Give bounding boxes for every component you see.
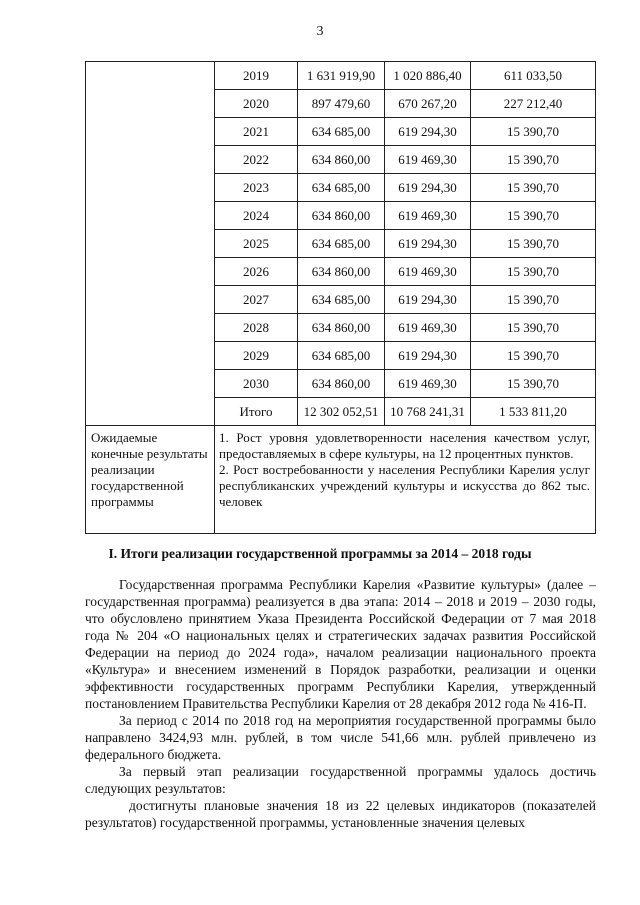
results-text [215,426,596,534]
total-cell: 897 479,60 [298,90,385,118]
total-cell: 634 860,00 [298,258,385,286]
federal-cell: 1 533 811,20 [471,398,596,426]
regional-cell: 619 294,30 [385,174,471,202]
paragraph: За период с 2014 по 2018 год на мероприятия государственной программы было направлено 3424,93 млн. рублей, в том числе 541,66 млн. рублей привлечено из федерального бюджета. [85,713,596,762]
regional-cell: 619 469,30 [385,202,471,230]
year-cell: 2027 [215,286,298,314]
section-heading: I. Итоги реализации государственной программы за 2014 – 2018 годы [108,546,532,561]
regional-cell: 619 469,30 [385,258,471,286]
federal-cell: 15 390,70 [471,342,596,370]
body-text [85,576,596,831]
total-cell: 634 685,00 [298,174,385,202]
regional-cell: 619 469,30 [385,314,471,342]
year-cell: 2029 [215,342,298,370]
regional-cell: 670 267,20 [385,90,471,118]
year-cell: 2028 [215,314,298,342]
year-cell: 2024 [215,202,298,230]
year-cell: 2019 [215,62,298,90]
federal-cell: 227 212,40 [471,90,596,118]
financing-table [85,61,596,534]
paragraph: За первый этап реализации государственной программы удалось достичь следующих результатов: [85,764,596,796]
federal-cell: 15 390,70 [471,314,596,342]
year-cell: 2021 [215,118,298,146]
regional-cell: 619 294,30 [385,230,471,258]
year-cell: 2022 [215,146,298,174]
federal-cell: 15 390,70 [471,370,596,398]
paragraph: достигнуты плановые значения 18 из 22 целевых индикаторов (показателей результатов) государственной программы, установленные значения целевых [85,798,596,830]
total-cell: 634 685,00 [298,230,385,258]
regional-cell: 619 469,30 [385,146,471,174]
federal-cell: 15 390,70 [471,174,596,202]
federal-cell: 611 033,50 [471,62,596,90]
result-item: 1. Рост уровня удовлетворенности населения качеством услуг, предоставляемых в сфере культуры, на 12 процентных пунктов. [219,430,590,461]
page-number: 3 [316,24,324,39]
total-cell: 634 685,00 [298,286,385,314]
regional-cell: 619 469,30 [385,370,471,398]
regional-cell: 619 294,30 [385,286,471,314]
results-label: Ожидаемые конечные результаты реализации государственной программы [86,426,215,534]
federal-cell: 15 390,70 [471,230,596,258]
year-cell: 2020 [215,90,298,118]
total-cell: 634 685,00 [298,342,385,370]
regional-cell: 619 294,30 [385,118,471,146]
empty-label-cell [86,62,215,426]
regional-cell: 1 020 886,40 [385,62,471,90]
regional-cell: 619 294,30 [385,342,471,370]
total-cell: 634 860,00 [298,146,385,174]
total-cell: 634 685,00 [298,118,385,146]
year-cell: Итого [215,398,298,426]
total-cell: 1 631 919,90 [298,62,385,90]
year-cell: 2025 [215,230,298,258]
federal-cell: 15 390,70 [471,146,596,174]
total-cell: 12 302 052,51 [298,398,385,426]
federal-cell: 15 390,70 [471,286,596,314]
year-cell: 2026 [215,258,298,286]
federal-cell: 15 390,70 [471,118,596,146]
total-cell: 634 860,00 [298,202,385,230]
regional-cell: 10 768 241,31 [385,398,471,426]
federal-cell: 15 390,70 [471,258,596,286]
result-item: 2. Рост востребованности у населения Республики Карелия услуг республиканских учреждений культуры и искусства до 862 тыс. человек [219,462,590,509]
total-cell: 634 860,00 [298,314,385,342]
year-cell: 2030 [215,370,298,398]
total-cell: 634 860,00 [298,370,385,398]
paragraph: Государственная программа Республики Карелия «Развитие культуры» (далее – государственная программа) реализуется в два этапа: 2014 – 2018 и 2019 – 2030 годы, что обусловлено принятием Указа Президента Российской Федерации от 7 мая 2018 года № 204 «О национальных целях и стратегических задачах развития Российской Федерации на период до 2024 года», началом реализации национального проекта «Культура» и внесением изменений в Порядок разработки, реализации и оценки эффективности государственных программ Республики Карелия, утвержденный постановлением Правительства Республики Карелия от 28 декабря 2012 года № 416-П. [85,577,596,711]
results-row [86,426,596,534]
federal-cell: 15 390,70 [471,202,596,230]
year-cell: 2023 [215,174,298,202]
table-row [86,62,596,90]
